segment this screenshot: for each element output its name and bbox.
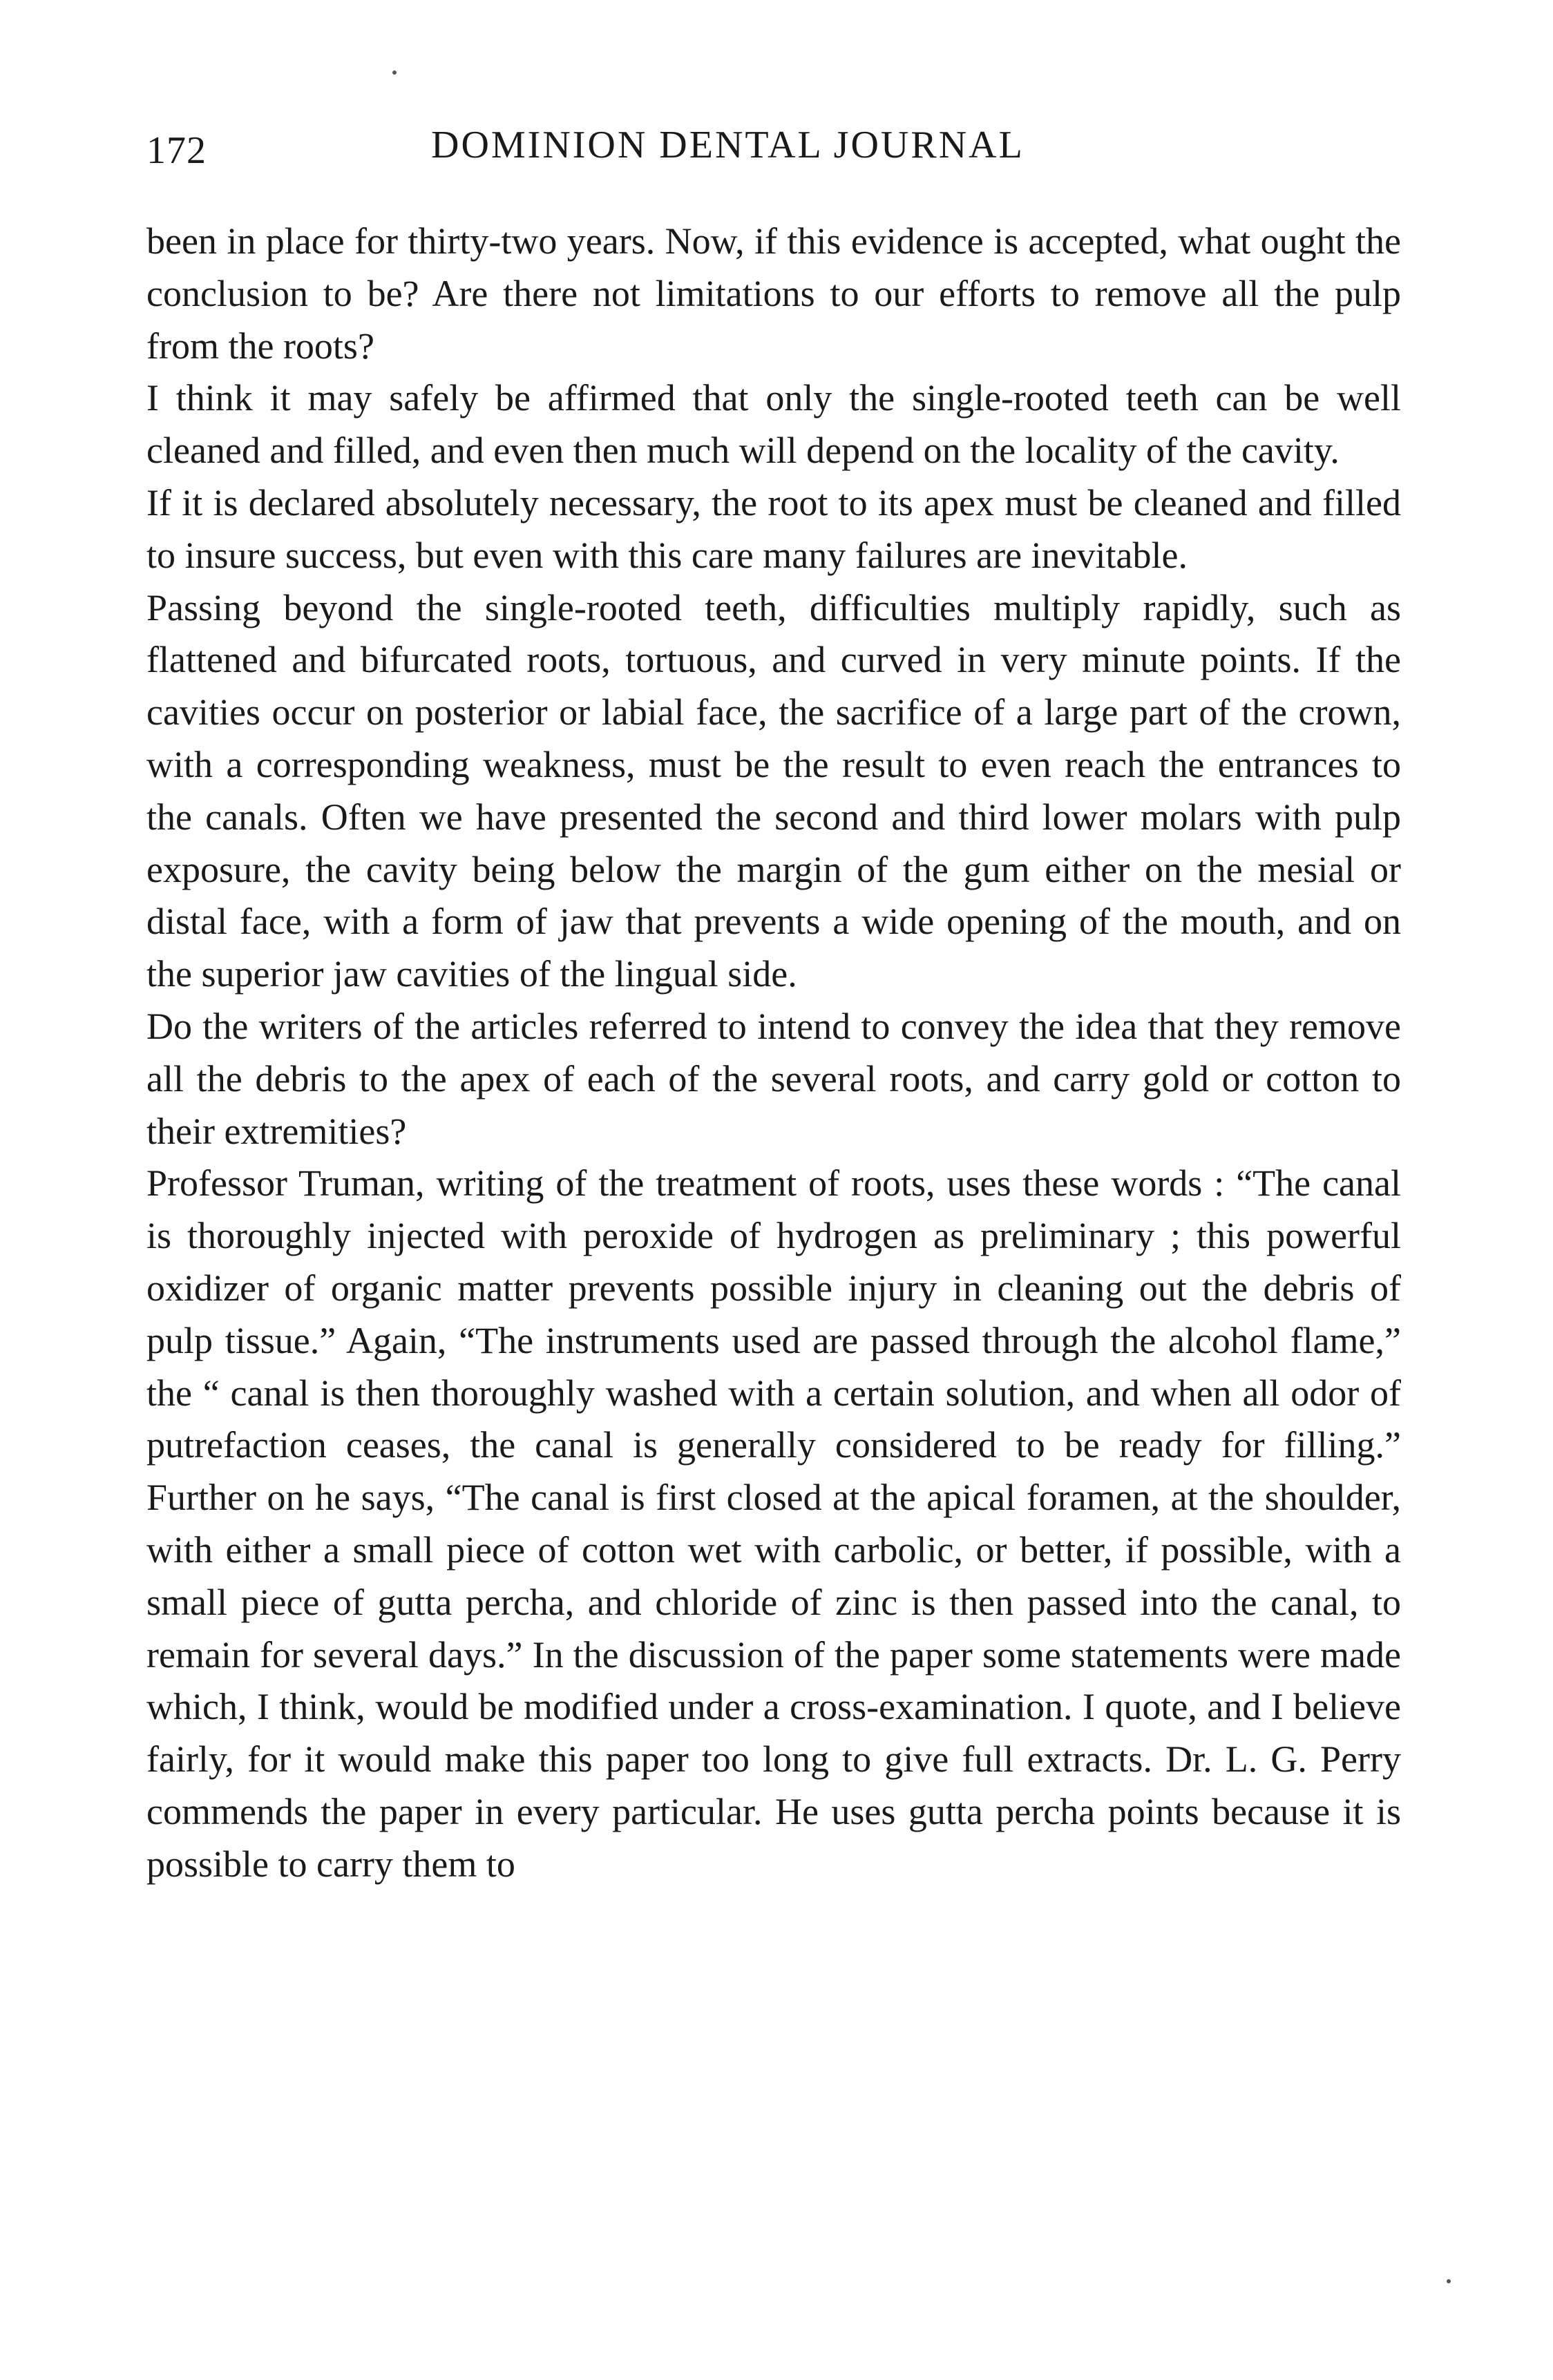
speck-mark xyxy=(1447,2279,1451,2283)
paragraph: If it is declared absolutely necessary, the root to its apex must be cleaned and filled to insure success, but even with this care many failures are inevitable. xyxy=(146,481,1401,576)
speck-mark xyxy=(392,70,397,75)
paragraph: Do the writers of the articles referred to intend to convey the idea that they remove all the debris to the apex of each of the several roots, and carry gold or cotton to their extremities? xyxy=(146,1005,1401,1152)
paragraph: Professor Truman, writing of the treatment of roots, uses these words : “The canal is thoroughly injected with peroxide of hydrogen as preliminary ; this powerful oxidizer of organic matter prevents possible injury in cleaning out the debris of pulp tissue.” Again, “The instruments used are passed through the alcohol flame,” the “ canal is then thoroughly washed with a certain solution, and when all odor of putrefaction ceases, the canal is generally considered to be ready for filling.” Further on he says, “The canal is first closed at the apical foramen, at the shoulder, with either a small piece of cotton wet with carbolic, or better, if possible, with a small piece of gutta percha, and chloride of zinc is then passed into the canal, to remain for several days.” In the discussion of the paper some statements were made which, I think, would be modified under a cross-examination. I quote, and I believe fairly, for it would make this paper too long to give full extracts. Dr. L. G. Perry commends the paper in every particular. He uses gutta percha points because it is possible to carry them to xyxy=(146,1162,1401,1885)
page-header xyxy=(146,123,1401,185)
running-title: DOMINION DENTAL JOURNAL xyxy=(431,124,1025,166)
paragraph: I think it may safely be affirmed that only the single-rooted teeth can be well cleaned and filled, and even then much will depend on the locality of the cavity. xyxy=(146,377,1401,472)
paragraph: Passing beyond the single-rooted teeth, difficulties multiply rapidly, such as flattened and bifurcated roots, tortuous, and curved in very minute points. If the cavities occur on posterior or labial face, the sacrifice of a large part of the crown, with a corresponding weakness, must be the result to even reach the entrances to the canals. Often we have presented the second and third lower molars with pulp exposure, the cavity being below the margin of the gum either on the mesial or distal face, with a form of jaw that prevents a wide opening of the mouth, and on the superior jaw cavities of the lingual side. xyxy=(146,586,1401,995)
paragraph: been in place for thirty-two years. Now, if this evidence is accepted, what ought the conclusion to be? Are there not limitations to our efforts to remove all the pulp from the roots? xyxy=(146,220,1401,367)
article-body xyxy=(146,215,1401,1891)
page-number: 172 xyxy=(146,129,207,172)
